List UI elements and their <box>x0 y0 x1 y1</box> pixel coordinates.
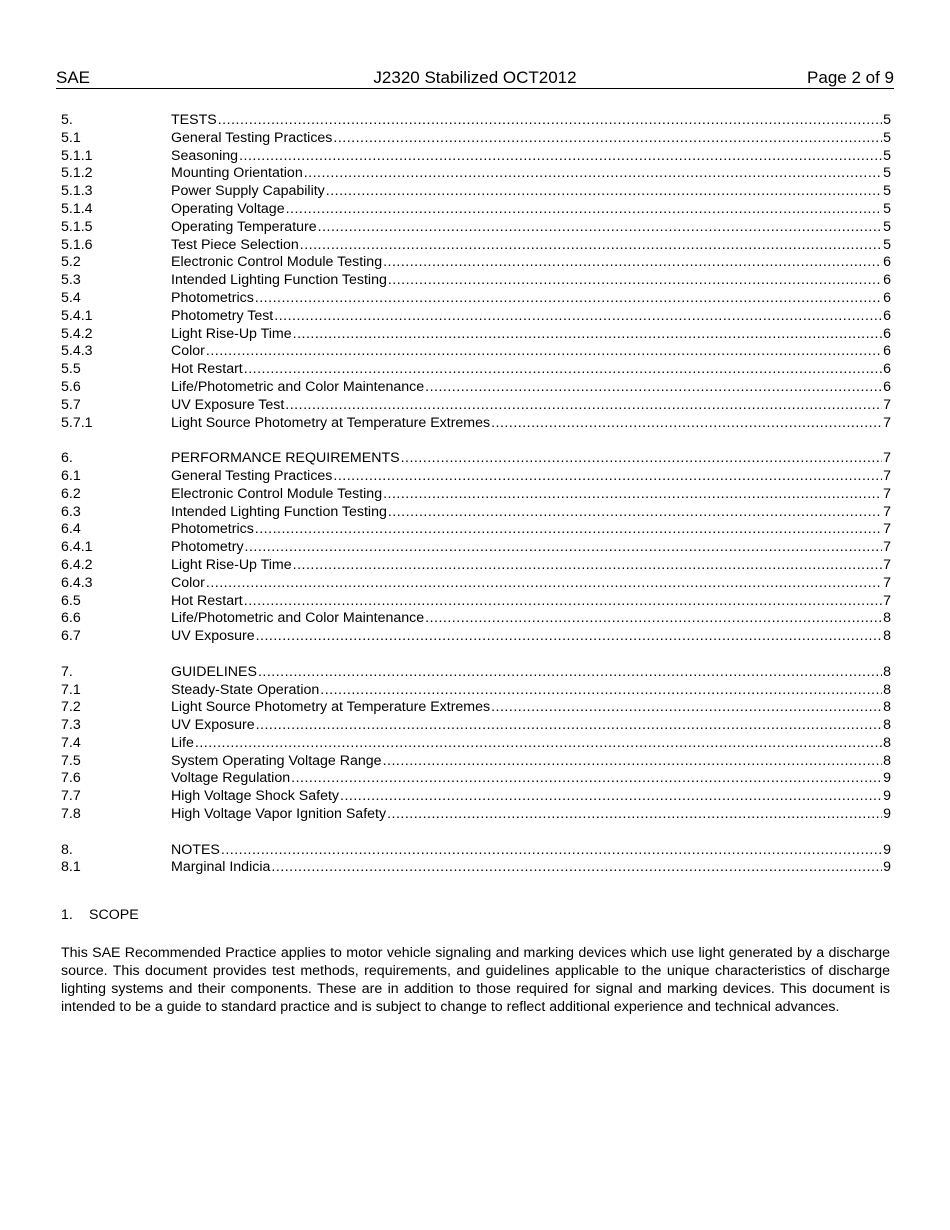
toc-dot-leader <box>318 219 882 237</box>
toc-section-title: Power Supply Capability <box>171 183 325 200</box>
toc-entry <box>171 343 891 361</box>
toc-dot-leader <box>239 148 882 166</box>
toc-dot-leader <box>256 717 883 735</box>
toc-entry <box>171 290 891 308</box>
header-page-number: Page 2 of 9 <box>807 68 894 87</box>
toc-section-title: Hot Restart <box>171 592 243 609</box>
toc-entry <box>171 486 891 504</box>
toc-section-number: 7.4 <box>61 734 81 751</box>
toc-section-number: 5.2 <box>61 254 81 271</box>
toc-row <box>61 201 891 219</box>
toc-section-title: Marginal Indicia <box>171 859 271 876</box>
toc-entry <box>171 610 891 628</box>
toc-entry <box>171 735 891 753</box>
toc-page-number: 7 <box>883 574 891 591</box>
toc-page-number: 5 <box>883 218 891 235</box>
toc-row <box>61 468 891 486</box>
toc-page-number: 6 <box>883 361 891 378</box>
toc-entry <box>171 539 891 557</box>
toc-section-number: 5.1.5 <box>61 218 93 235</box>
toc-page-number: 6 <box>883 378 891 395</box>
toc-page-number: 6 <box>883 343 891 360</box>
toc-entry <box>171 468 891 486</box>
toc-row <box>61 183 891 201</box>
toc-section-title: Photometrics <box>171 521 254 538</box>
toc-section-title: System Operating Voltage Range <box>171 752 382 769</box>
toc-row <box>61 682 891 700</box>
toc-section-number: 6. <box>61 450 73 467</box>
table-of-contents <box>61 112 891 877</box>
toc-entry <box>171 682 891 700</box>
toc-section-title: UV Exposure <box>171 628 255 645</box>
toc-dot-leader <box>425 379 882 397</box>
toc-dot-leader <box>206 575 882 593</box>
toc-section-number: 7.2 <box>61 699 81 716</box>
toc-row <box>61 165 891 183</box>
toc-row <box>61 504 891 522</box>
toc-row <box>61 343 891 361</box>
toc-section-title: Electronic Control Module Testing <box>171 254 383 271</box>
toc-dot-leader <box>258 664 882 682</box>
toc-section-title: Light Rise-Up Time <box>171 556 292 573</box>
toc-row <box>61 664 891 682</box>
toc-section-title: Color <box>171 343 205 360</box>
toc-entry <box>171 237 891 255</box>
toc-section-title: Life <box>171 734 194 751</box>
toc-dot-leader <box>387 806 882 824</box>
toc-page-number: 7 <box>883 503 891 520</box>
toc-dot-leader <box>401 450 883 468</box>
toc-entry <box>171 254 891 272</box>
toc-section-number: 7. <box>61 663 73 680</box>
toc-entry <box>171 165 891 183</box>
toc-page-number: 6 <box>883 325 891 342</box>
toc-section-number: 6.4.1 <box>61 539 93 556</box>
section-heading-scope <box>61 906 139 924</box>
toc-row <box>61 770 891 788</box>
toc-dot-leader <box>425 610 882 628</box>
toc-section-title: Light Source Photometry at Temperature Extremes <box>171 414 491 431</box>
toc-page-number: 5 <box>883 147 891 164</box>
toc-entry <box>171 112 891 130</box>
toc-section-title: Operating Temperature <box>171 218 317 235</box>
toc-page-number: 5 <box>883 183 891 200</box>
toc-section-number: 5.7.1 <box>61 414 93 431</box>
toc-section-number: 6.4 <box>61 521 81 538</box>
toc-row <box>61 859 891 877</box>
toc-entry <box>171 753 891 771</box>
toc-dot-leader <box>383 254 882 272</box>
toc-entry <box>171 806 891 824</box>
toc-page-number: 8 <box>883 734 891 751</box>
toc-row <box>61 539 891 557</box>
toc-row <box>61 788 891 806</box>
toc-entry <box>171 717 891 735</box>
toc-dot-leader <box>320 682 882 700</box>
toc-section-title: TESTS <box>171 112 217 128</box>
toc-section-number: 5.1.6 <box>61 236 93 253</box>
toc-section-title: Seasoning <box>171 147 239 164</box>
toc-page-number: 9 <box>883 859 891 876</box>
toc-page-number: 7 <box>883 592 891 609</box>
toc-row <box>61 130 891 148</box>
toc-section-title: Hot Restart <box>171 361 243 378</box>
toc-section-title: PERFORMANCE REQUIREMENTS <box>171 450 400 467</box>
toc-section-title: Operating Voltage <box>171 200 285 217</box>
toc-row <box>61 628 891 646</box>
toc-entry <box>171 397 891 415</box>
toc-page-number: 8 <box>883 610 891 627</box>
toc-dot-leader <box>293 326 882 344</box>
toc-section-title: Life/Photometric and Color Maintenance <box>171 610 425 627</box>
toc-entry <box>171 148 891 166</box>
toc-row <box>61 450 891 468</box>
toc-section-title: Life/Photometric and Color Maintenance <box>171 378 425 395</box>
toc-section-number: 7.5 <box>61 752 81 769</box>
toc-section-number: 6.2 <box>61 485 81 502</box>
toc-entry <box>171 130 891 148</box>
toc-entry <box>171 201 891 219</box>
toc-page-number: 8 <box>883 681 891 698</box>
toc-section-number: 6.7 <box>61 628 81 645</box>
toc-section-number: 5.4 <box>61 289 81 306</box>
toc-section-number: 6.5 <box>61 592 81 609</box>
toc-section-title: General Testing Practices <box>171 467 333 484</box>
toc-section-title: UV Exposure <box>171 717 255 734</box>
toc-section-title: Photometry <box>171 539 244 556</box>
toc-dot-leader <box>333 468 882 486</box>
toc-dot-leader <box>293 557 882 575</box>
toc-section-number: 5.1.4 <box>61 200 93 217</box>
page-header <box>56 67 894 89</box>
toc-section-title: UV Exposure Test <box>171 396 285 413</box>
toc-section-number: 6.6 <box>61 610 81 627</box>
toc-section-number: 5.4.2 <box>61 325 93 342</box>
toc-section-number: 7.7 <box>61 788 81 805</box>
toc-section-title: Light Source Photometry at Temperature Extremes <box>171 699 491 716</box>
toc-page-number: 9 <box>883 841 891 858</box>
toc-dot-leader <box>300 237 882 255</box>
toc-row <box>61 237 891 255</box>
toc-page-number: 7 <box>883 396 891 413</box>
toc-row <box>61 148 891 166</box>
toc-entry <box>171 557 891 575</box>
toc-entry <box>171 770 891 788</box>
toc-page-number: 5 <box>883 112 891 128</box>
toc-dot-leader <box>221 842 882 860</box>
toc-row <box>61 806 891 824</box>
toc-section-title: Mounting Orientation <box>171 165 303 182</box>
toc-entry <box>171 521 891 539</box>
toc-page-number: 7 <box>883 467 891 484</box>
toc-row <box>61 842 891 860</box>
header-org: SAE <box>56 68 91 87</box>
toc-section-title: Intended Lighting Function Testing <box>171 272 387 289</box>
toc-section-number: 5.1 <box>61 129 81 146</box>
toc-section-title: Steady-State Operation <box>171 681 320 698</box>
toc-dot-leader <box>255 290 882 308</box>
toc-page-number: 5 <box>883 200 891 217</box>
toc-entry <box>171 664 891 682</box>
toc-dot-leader <box>244 593 882 611</box>
toc-page-number: 7 <box>883 414 891 431</box>
toc-dot-leader <box>388 272 882 290</box>
toc-entry <box>171 326 891 344</box>
toc-dot-leader <box>285 397 882 415</box>
toc-section-number: 5.6 <box>61 378 81 395</box>
toc-dot-leader <box>255 521 882 539</box>
toc-section-title: Intended Lighting Function Testing <box>171 503 387 520</box>
toc-section-number: 5.7 <box>61 396 81 413</box>
toc-row <box>61 272 891 290</box>
toc-entry <box>171 575 891 593</box>
toc-row <box>61 415 891 433</box>
toc-row <box>61 593 891 611</box>
toc-page-number: 7 <box>883 485 891 502</box>
toc-dot-leader <box>304 165 882 183</box>
toc-page-number: 9 <box>883 806 891 823</box>
toc-section-title: Voltage Regulation <box>171 770 291 787</box>
toc-row <box>61 254 891 272</box>
toc-section-number: 5.4.1 <box>61 307 93 324</box>
toc-dot-leader <box>340 788 882 806</box>
toc-dot-leader <box>244 361 882 379</box>
section-number: 1. <box>61 907 73 923</box>
toc-page-number: 9 <box>883 770 891 787</box>
toc-section-number: 7.8 <box>61 806 81 823</box>
toc-section-number: 7.3 <box>61 717 81 734</box>
toc-row <box>61 361 891 379</box>
toc-dot-leader <box>333 130 882 148</box>
toc-page-number: 9 <box>883 788 891 805</box>
toc-dot-leader <box>326 183 882 201</box>
toc-page-number: 5 <box>883 236 891 253</box>
toc-row <box>61 610 891 628</box>
toc-entry <box>171 504 891 522</box>
toc-row <box>61 290 891 308</box>
toc-dot-leader <box>491 699 882 717</box>
toc-page-number: 8 <box>883 663 891 680</box>
toc-row <box>61 717 891 735</box>
toc-section-number: 5.1.3 <box>61 183 93 200</box>
toc-page-number: 6 <box>883 307 891 324</box>
section-title: SCOPE <box>89 907 139 923</box>
toc-section-number: 8.1 <box>61 859 81 876</box>
toc-entry <box>171 308 891 326</box>
toc-row <box>61 753 891 771</box>
toc-page-number: 5 <box>883 165 891 182</box>
toc-page-number: 6 <box>883 272 891 289</box>
toc-section-number: 7.6 <box>61 770 81 787</box>
toc-entry <box>171 699 891 717</box>
toc-page-number: 5 <box>883 129 891 146</box>
toc-section-title: Light Rise-Up Time <box>171 325 292 342</box>
toc-section-number: 5.4.3 <box>61 343 93 360</box>
toc-page-number: 6 <box>883 289 891 306</box>
toc-dot-leader <box>271 859 882 877</box>
toc-row <box>61 308 891 326</box>
toc-dot-leader <box>383 486 882 504</box>
toc-entry <box>171 361 891 379</box>
toc-section-number: 6.4.3 <box>61 574 93 591</box>
toc-page-number: 8 <box>883 699 891 716</box>
toc-dot-leader <box>286 201 883 219</box>
toc-section-number: 5. <box>61 112 73 128</box>
toc-section-number: 5.5 <box>61 361 81 378</box>
toc-dot-leader <box>383 753 883 771</box>
toc-section-number: 5.1.1 <box>61 147 93 164</box>
toc-dot-leader <box>245 539 883 557</box>
toc-entry <box>171 415 891 433</box>
toc-section-title: Test Piece Selection <box>171 236 299 253</box>
toc-section-number: 6.4.2 <box>61 556 93 573</box>
scope-paragraph: This SAE Recommended Practice applies to motor vehicle signaling and marking devices which use light generated by a discharge source. This document provides test methods, requirements, and guidelines applicable to the unique characteristics of discharge lighting systems and their components. These are in addition to those required for signal and marking devices. This document is intended to be a guide to standard practice and is subject to change to reflect additional experience and technical advances. <box>61 945 890 1015</box>
header-doc-id: J2320 Stabilized OCT2012 <box>373 68 577 87</box>
toc-section-number: 6.1 <box>61 467 81 484</box>
toc-dot-leader <box>256 628 883 646</box>
toc-entry <box>171 859 891 877</box>
toc-row <box>61 326 891 344</box>
toc-row <box>61 219 891 237</box>
toc-entry <box>171 379 891 397</box>
toc-entry <box>171 272 891 290</box>
toc-dot-leader <box>291 770 882 788</box>
toc-section-title: NOTES <box>171 841 220 858</box>
toc-dot-leader <box>206 343 882 361</box>
toc-section-number: 7.1 <box>61 681 81 698</box>
toc-dot-leader <box>491 415 882 433</box>
toc-row <box>61 521 891 539</box>
toc-section-number: 5.3 <box>61 272 81 289</box>
toc-row <box>61 735 891 753</box>
toc-section-title: Electronic Control Module Testing <box>171 485 383 502</box>
toc-page-number: 8 <box>883 628 891 645</box>
toc-page-number: 7 <box>883 539 891 556</box>
toc-entry <box>171 183 891 201</box>
toc-section-number: 6.3 <box>61 503 81 520</box>
toc-entry <box>171 628 891 646</box>
toc-entry <box>171 593 891 611</box>
toc-section-title: GUIDELINES <box>171 663 257 680</box>
toc-row <box>61 379 891 397</box>
toc-row <box>61 397 891 415</box>
toc-dot-leader <box>195 735 882 753</box>
toc-dot-leader <box>388 504 882 522</box>
toc-entry <box>171 450 891 468</box>
toc-section-title: High Voltage Shock Safety <box>171 788 339 805</box>
toc-section-title: Photometry Test <box>171 307 274 324</box>
toc-section-title: Photometrics <box>171 289 254 306</box>
toc-dot-leader <box>218 112 882 130</box>
toc-page-number: 6 <box>883 254 891 271</box>
toc-row <box>61 486 891 504</box>
toc-row <box>61 112 891 130</box>
toc-dot-leader <box>274 308 882 326</box>
toc-row <box>61 575 891 593</box>
toc-page-number: 7 <box>883 556 891 573</box>
toc-entry <box>171 842 891 860</box>
toc-page-number: 7 <box>883 521 891 538</box>
toc-entry <box>171 788 891 806</box>
toc-section-number: 8. <box>61 841 73 858</box>
toc-section-title: General Testing Practices <box>171 129 333 146</box>
toc-page-number: 8 <box>883 717 891 734</box>
toc-section-title: High Voltage Vapor Ignition Safety <box>171 806 387 823</box>
toc-row <box>61 557 891 575</box>
toc-entry <box>171 219 891 237</box>
toc-section-number: 5.1.2 <box>61 165 93 182</box>
toc-section-title: Color <box>171 574 205 591</box>
toc-page-number: 8 <box>883 752 891 769</box>
toc-row <box>61 699 891 717</box>
toc-page-number: 7 <box>883 450 891 467</box>
